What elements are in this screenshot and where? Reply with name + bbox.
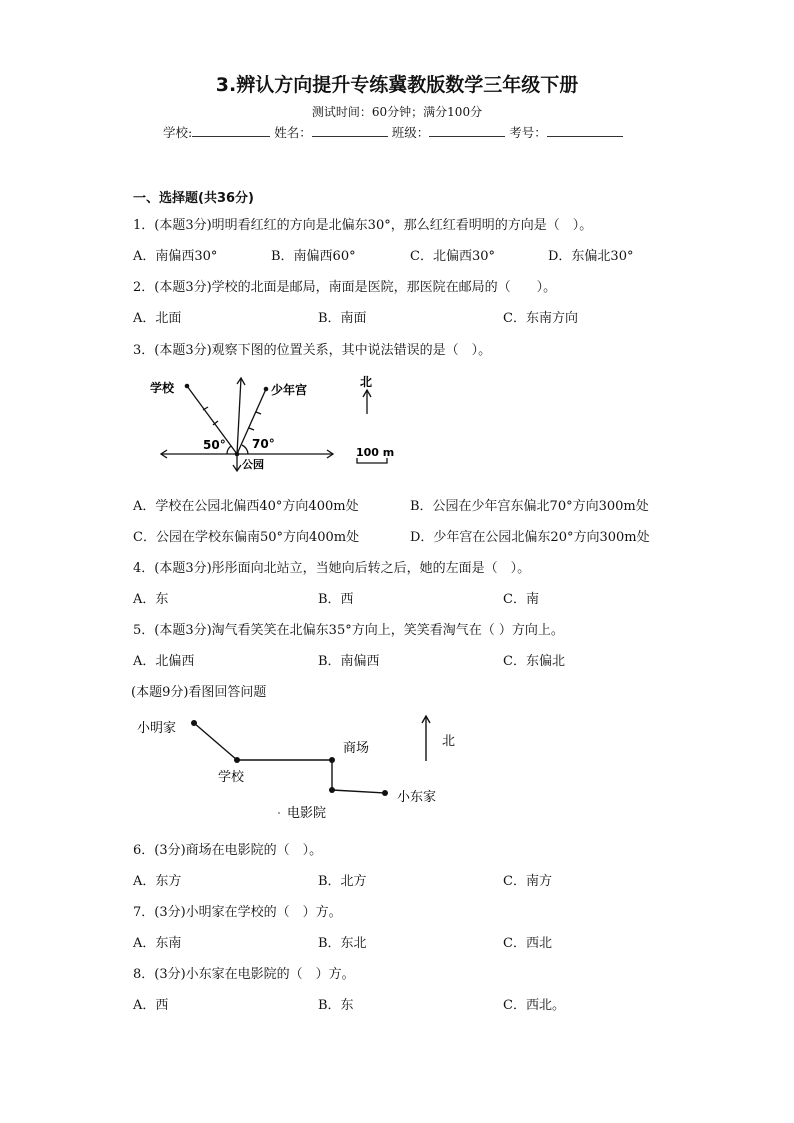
q6-option-c[interactable]: C．南方: [503, 874, 552, 889]
school-map-point: [234, 757, 240, 763]
q2-option-a[interactable]: A．北面: [133, 311, 182, 326]
q4-option-a[interactable]: A．东: [133, 592, 169, 607]
map-figure: [130, 705, 480, 825]
q4-option-c[interactable]: C．南: [503, 592, 539, 607]
student-info-line: [163, 123, 623, 141]
question-1: 1．(本题3分)明明看红红的方向是北偏东30°，那么红红看明明的方向是（ ）。: [133, 218, 593, 233]
xiaodong-point: [382, 790, 388, 796]
q3-option-d[interactable]: D．少年宫在公园北偏东20°方向300m处: [410, 530, 650, 545]
question-4: 4．(本题3分)彤彤面向北站立，当她向后转之后，她的左面是（ ）。: [133, 561, 531, 576]
question-5: 5．(本题3分)淘气看笑笑在北偏东35°方向上，笑笑看淘气在（ ）方向上。: [133, 623, 564, 638]
xiaoming-point: [191, 720, 197, 726]
q3-option-c[interactable]: C．公园在学校东偏南50°方向400m处: [133, 530, 360, 545]
park-point: [235, 452, 240, 457]
map-north-label: 北: [442, 734, 456, 749]
class-label: 班级：: [391, 125, 430, 140]
q5-option-b[interactable]: B．南偏西: [318, 654, 380, 669]
q6-option-a[interactable]: A．东方: [133, 874, 182, 889]
q7-option-c[interactable]: C．西北: [503, 936, 552, 951]
map-label-mall: 商场: [343, 741, 370, 756]
name-blank[interactable]: [312, 124, 388, 137]
school-blank[interactable]: [192, 124, 270, 137]
direction-figure: [145, 370, 415, 480]
q7-option-b[interactable]: B．东北: [318, 936, 367, 951]
school-label: 学校:: [163, 125, 193, 140]
cinema-marker: [278, 812, 280, 814]
q5-option-a[interactable]: A．北偏西: [133, 654, 195, 669]
school-point: [185, 384, 190, 389]
q1-option-b[interactable]: B．南偏西60°: [271, 249, 356, 264]
question-3: 3．(本题3分)观察下图的位置关系，其中说法错误的是（ ）。: [133, 343, 492, 358]
q2-option-c[interactable]: C．东南方向: [503, 311, 578, 326]
group-instruction: (本题9分)看图回答问题: [131, 685, 267, 700]
q4-option-b[interactable]: B．西: [318, 592, 354, 607]
corner-point: [329, 787, 335, 793]
fig-label-palace: 少年宫: [271, 383, 308, 397]
palace-point: [264, 387, 269, 392]
q5-option-c[interactable]: C．东偏北: [503, 654, 565, 669]
map-label-xiaoming: 小明家: [137, 721, 177, 736]
map-label-school: 学校: [218, 770, 245, 785]
question-6: 6．(3分)商场在电影院的（ ）。: [133, 843, 323, 858]
q6-option-b[interactable]: B．北方: [318, 874, 367, 889]
class-blank[interactable]: [429, 124, 505, 137]
fig-scale-label: 100 m: [356, 446, 395, 459]
q1-option-d[interactable]: D．东偏北30°: [548, 249, 634, 264]
question-7: 7．(3分)小明家在学校的（ ）方。: [133, 905, 342, 920]
q3-option-a[interactable]: A．学校在公园北偏西40°方向400m处: [133, 499, 359, 514]
q1-option-c[interactable]: C．北偏西30°: [410, 249, 495, 264]
exam-number-blank[interactable]: [547, 124, 623, 137]
section-heading: 一、选择题(共36分): [133, 191, 254, 206]
exam-number-label: 考号：: [509, 125, 547, 140]
q8-option-a[interactable]: A．西: [133, 998, 169, 1013]
q2-option-b[interactable]: B．南面: [318, 311, 367, 326]
fig-angle-right: 70°: [252, 437, 275, 451]
question-2: 2．(本题3分)学校的北面是邮局，南面是医院，那医院在邮局的（ ）。: [133, 280, 557, 295]
fig-label-school: 学校: [150, 381, 175, 395]
q8-option-b[interactable]: B．东: [318, 998, 354, 1013]
q8-option-c[interactable]: C．西北。: [503, 998, 565, 1013]
q1-option-a[interactable]: A．南偏西30°: [133, 249, 218, 264]
fig-north-label: 北: [360, 375, 373, 389]
page-title: 3.辨认方向提升专练冀教版数学三年级下册: [215, 74, 579, 96]
test-info: 测试时间：60分钟；满分100分: [311, 105, 483, 119]
fig-angle-left: 50°: [203, 438, 226, 452]
q7-option-a[interactable]: A．东南: [133, 936, 182, 951]
mall-point: [329, 757, 335, 763]
fig-label-park: 公园: [242, 458, 264, 471]
question-8: 8．(3分)小东家在电影院的（ ）方。: [133, 967, 355, 982]
map-label-xiaodong: 小东家: [397, 790, 437, 805]
name-label: 姓名：: [274, 125, 312, 140]
map-label-cinema: 电影院: [287, 806, 327, 821]
q3-option-b[interactable]: B．公园在少年宫东偏北70°方向300m处: [410, 499, 649, 514]
